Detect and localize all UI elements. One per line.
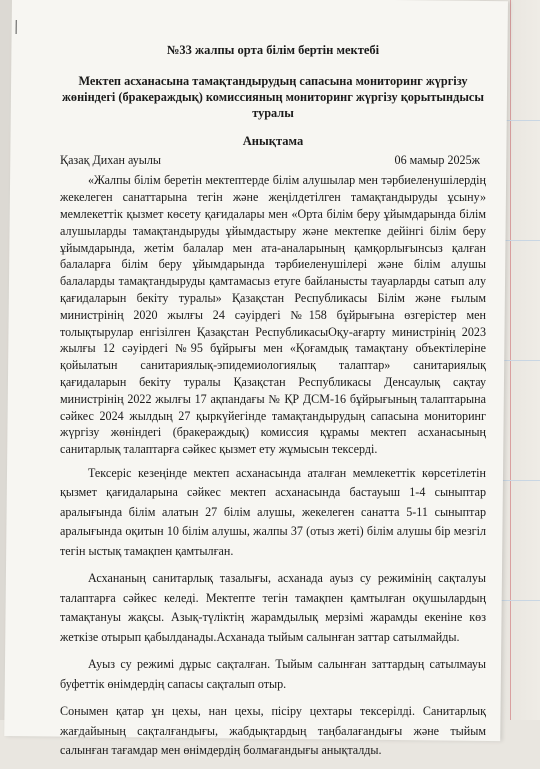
- paragraph-legal-basis: «Жалпы білім беретін мектептерде білім алушылар мен тәрбиеленушілердің жекелеген санаттарына тегін және жеңілдетілген тамақтандыруды ұсыну» мемлекеттік қызмет көсету қағидалары мен «Орта білім беру ұйымдарында білім алушыларды тамақтандыруды ұйымдастыру және мектепке дейінгі білім беру ұйымдарында, жетім балалар мен ата-аналарының қамқорлығынсыз қалған балаларға білім беру ұйымдарында тәрбиеленушілері және білім алушы балаларды тамақтандыруды қамтамасыз етуге байланысты тауарларды сатып алу қағидаларын бекіту туралы» Қазақстан Республикасы Білім және ғылым министрінің 2020 жылғы 24 сәуірдегі №158 бұйрығына өзгерістер мен толықтырулар енгізілген Қазақстан РеспубликасыОқу-ағарту министрінің 2023 жылғы 12 сәуірдегі №95 бұйрығы мен «Қоғамдық тамақтану объектілеріне қойылатын санитариялық-эпидемиологиялық талаптар» санитариялық қағидаларын бекіту туралы Қазақстан Республикасы Денсаулық сақтау министрінің 2022 жылғы 17 ақпандағы № ҚР ДСМ-16 бұйрығының талаптарына сәйкес 2024 жылдың 27 қыркүйегінде тамақтандырудың сапасына мониторинг жүргізу жөніндегі (бракераждық) комиссия құрамы мектеп асханасының санитарлық талаптарға сәйкес қызмет ету жұмысын тексерді.: [60, 173, 486, 457]
- document-type-heading: Анықтама: [242, 133, 304, 148]
- document-subtitle: Мектеп асханасына тамақтандырудың сапасына мониторинг жүргізу жөніндегі (бракераждық) комиссияның мониторинг жүргізу қорытындысы туралы: [62, 73, 484, 120]
- paragraph-sanitary: Асхананың санитарлық тазалығы, асханада ауыз су режимінің сақталуы талаптарға сәйкес келеді. Мектепте тегін тамақпен қамтылған оқушылардың тамақтануы жақсы. Азық-түліктің жарамдылық мерзімі жарамды екеніне көз жеткізе отырып қабылданады.Асханада тыйым салынған заттар сатылмайды.: [60, 571, 486, 644]
- paragraph-inspection: Тексеріс кезеңінде мектеп асханасында аталған мемлекеттік көрсетілетін қызмет қағидаларына сәйкес мектеп асханасында бастауыш 1-4 сыныптар аралығында білім алатын 27 білім алушы, жекелеген санатта 5-11 сыныптар аралығында оқитын 10 білім алушы, жалпы 37 (отыз жеті) білім алушы бір мезгіл тегін ыстық тамақпен қамтылған.: [60, 465, 486, 558]
- place-date-row: [60, 152, 486, 169]
- school-name: №33 жалпы орта білім бертін мектебі: [166, 43, 380, 57]
- pen-mark: [16, 20, 19, 34]
- paragraph-workshops: Сонымен қатар ұн цехы, нан цехы, пісіру цехтары тексерілді. Санитарлық жағдайының сақталғандығы, жабдықтардың таңбалағандығы және тыйым салынған тағамдар мен өнімдердің болмағандығы анықталды.: [60, 704, 486, 758]
- document-place: Қазақ Дихан ауылы: [60, 152, 162, 167]
- document-content: [60, 42, 486, 769]
- document-date: 06 мамыр 2025ж: [394, 152, 480, 167]
- paragraph-water: Ауыз су режимі дұрыс сақталған. Тыйым салынған заттардың сатылмауы буфеттік өнімдердің сапасы сақталып отыр.: [60, 657, 486, 691]
